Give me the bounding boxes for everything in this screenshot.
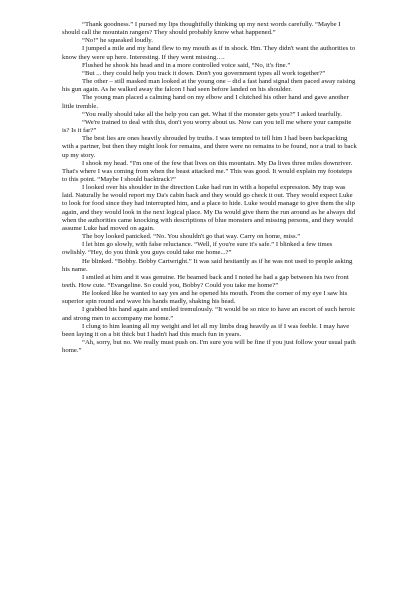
paragraph: I clung to him leaning all my weight and let all my limbs drag heavily as if I was feeble. I may have been laying it on a bit thick but I hadn't had this much fun in years. [62, 322, 350, 338]
paragraph: The boy looked panicked. “No. You shouldn't go that way. Carry on home, miss.” [82, 233, 301, 241]
paragraph: Flushed he shook his head and in a more controlled voice said, “No, it's fine.” [82, 61, 291, 69]
paragraph: I let him go slowly, with false reluctance. “Well, if you're sure it's safe.” I blinked a few times owlishly. “Hey, do you think you guys could take me home...?” [62, 241, 333, 257]
paragraph: I grabbed his hand again and smiled tremulously. “It would be so nice to have an escort of such heroic and strong men to accompany me home.” [62, 306, 356, 322]
paragraph: I jumped a mile and my hand flew to my mouth as if in shock. Hm. They didn't want the authorities to know they were up here. Interesting. If they went missing…. [62, 45, 356, 61]
paragraph: “No!” he squeaked loudly. [82, 37, 153, 45]
paragraph: “Ah, sorry, but no. We really must push on. I'm sure you will be fine if you just follow your usual path home.” [62, 339, 356, 355]
paragraph: The young man placed a calming hand on my elbow and I clutched his other hand and gave another little tremble. [62, 94, 349, 110]
paragraph: He blinked. “Bobby. Bobby Cartwright.” It was said hesitantly as if he was not used to people asking his name. [62, 257, 353, 273]
paragraph: I looked over his shoulder in the direction Luke had run in with a hopeful expression. My trap was laid. Naturally he would report my Da's cabin back and they would go check it out. They would expect Luke to look for food since they had interrupted him, and a place to hide. Luke would manage to give them the slip again, and they would look in the next logical place. My Da would give them the run around as he always did when the authorities came knocking with descriptions of blue monsters and missing persons, and they would assume Luke had moved on again. [62, 184, 356, 232]
paragraph: I shook my head. “I'm one of the few that lives on this mountain. My Da lives three miles downriver. That's where I was coming from when the beast attacked me.” This was good. It would explain my footsteps to this point. “Maybe I should backtrack?” [62, 159, 353, 183]
paragraph: “You really should take all the help you can get. What if the monster gets you?” I asked tearfully. [82, 110, 342, 118]
paragraph: “We're trained to deal with this, don't you worry about us. Now can you tell me where your campsite is? Is it far?” [62, 118, 352, 135]
paragraph: “Thank goodness.” I pursed my lips thoughtfully thinking up my next words carefully. “Maybe I should call the mountain rangers? They should probably know what happened.” [62, 21, 341, 37]
paragraph: The best lies are ones heavily shrouded by truths. I was tempted to tell him I had been backpacking with a partner, but then they might look for remains, and there were no remains to be found, nor a trail to back up my story. [62, 135, 357, 159]
paragraph: He looked like he wanted to say yes and he opened his mouth. From the corner of my eye I saw his superior spin round and wave his hands madly, shaking his head. [62, 290, 348, 306]
paragraph: “But ... they could help you track it down. Don't you government types all work together?” [82, 69, 326, 77]
paragraph: I smiled at him and it was genuine. He beamed back and I noted he had a gap between his two front teeth. How cute. “Evangeline. So could you, Bobby? Could you take me home?” [62, 273, 349, 289]
paragraph: The other – still masked man looked at the young one – did a fast hand signal then paced away raising his gun again. As he walked away the falcon I had seen before landed on his shoulder. [62, 78, 356, 94]
